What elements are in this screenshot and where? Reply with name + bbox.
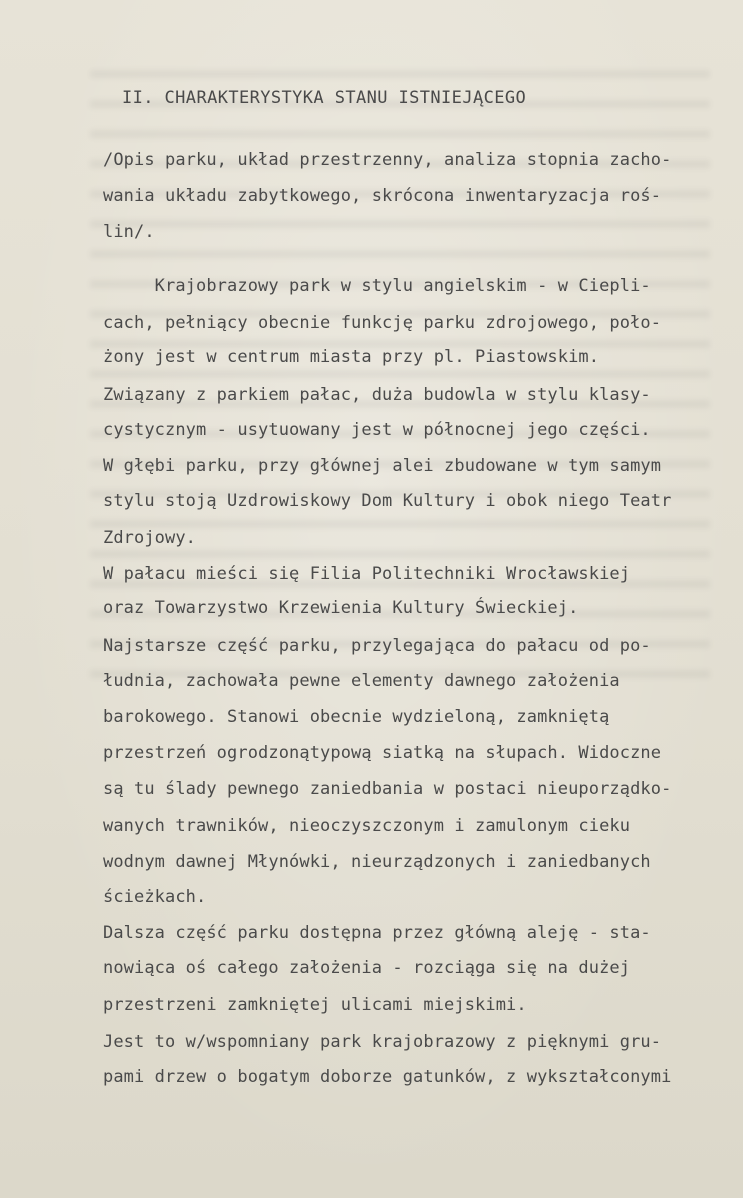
text-line: Krajobrazowy park w stylu angielskim - w Ciepli-	[103, 276, 651, 296]
text-line: cystycznym - usytuowany jest w północnej jego części.	[103, 420, 651, 440]
text-line: Dalsza część parku dostępna przez główną aleję - sta-	[103, 923, 651, 943]
text-line: lin/.	[103, 222, 155, 242]
text-line: Jest to w/wspomniany park krajobrazowy z pięknymi gru-	[103, 1032, 662, 1052]
section-heading: II. CHARAKTERYSTYKA STANU ISTNIEJĄCEGO	[122, 88, 527, 108]
text-line: Zdrojowy.	[103, 528, 197, 548]
text-line: Najstarsze część parku, przylegająca do pałacu od po-	[103, 636, 651, 656]
text-line: pami drzew o bogatym doborze gatunków, z wykształconymi	[103, 1067, 672, 1087]
text-line: nowiąca oś całego założenia - rozciąga się na dużej	[103, 958, 631, 978]
text-line: /Opis parku, układ przestrzenny, analiza stopnia zacho-	[103, 150, 672, 170]
text-line: barokowego. Stanowi obecnie wydzieloną, zamkniętą	[103, 707, 610, 727]
text-line: wania układu zabytkowego, skrócona inwentaryzacja roś-	[103, 186, 662, 206]
text-line: W głębi parku, przy głównej alei zbudowane w tym samym	[103, 456, 662, 476]
text-line: łudnia, zachowała pewne elementy dawnego założenia	[103, 671, 620, 691]
text-line: żony jest w centrum miasta przy pl. Piastowskim.	[103, 347, 600, 367]
text-line: W pałacu mieści się Filia Politechniki Wrocławskiej	[103, 564, 631, 584]
text-line: przestrzeń ogrodzonątypową siatką na słupach. Widoczne	[103, 743, 662, 763]
text-line: Związany z parkiem pałac, duża budowla w stylu klasy-	[103, 385, 651, 405]
text-line: cach, pełniący obecnie funkcję parku zdrojowego, poło-	[103, 313, 662, 333]
text-line: stylu stoją Uzdrowiskowy Dom Kultury i obok niego Teatr	[103, 491, 672, 511]
text-line: wanych trawników, nieoczyszczonym i zamulonym cieku	[103, 816, 631, 836]
text-line: oraz Towarzystwo Krzewienia Kultury Świeckiej.	[103, 598, 579, 618]
text-line: wodnym dawnej Młynówki, nieurządzonych i zaniedbanych	[103, 852, 651, 872]
text-line: ścieżkach.	[103, 887, 207, 907]
text-line: są tu ślady pewnego zaniedbania w postaci nieuporządko-	[103, 779, 672, 799]
text-line: przestrzeni zamkniętej ulicami miejskimi.	[103, 995, 527, 1015]
